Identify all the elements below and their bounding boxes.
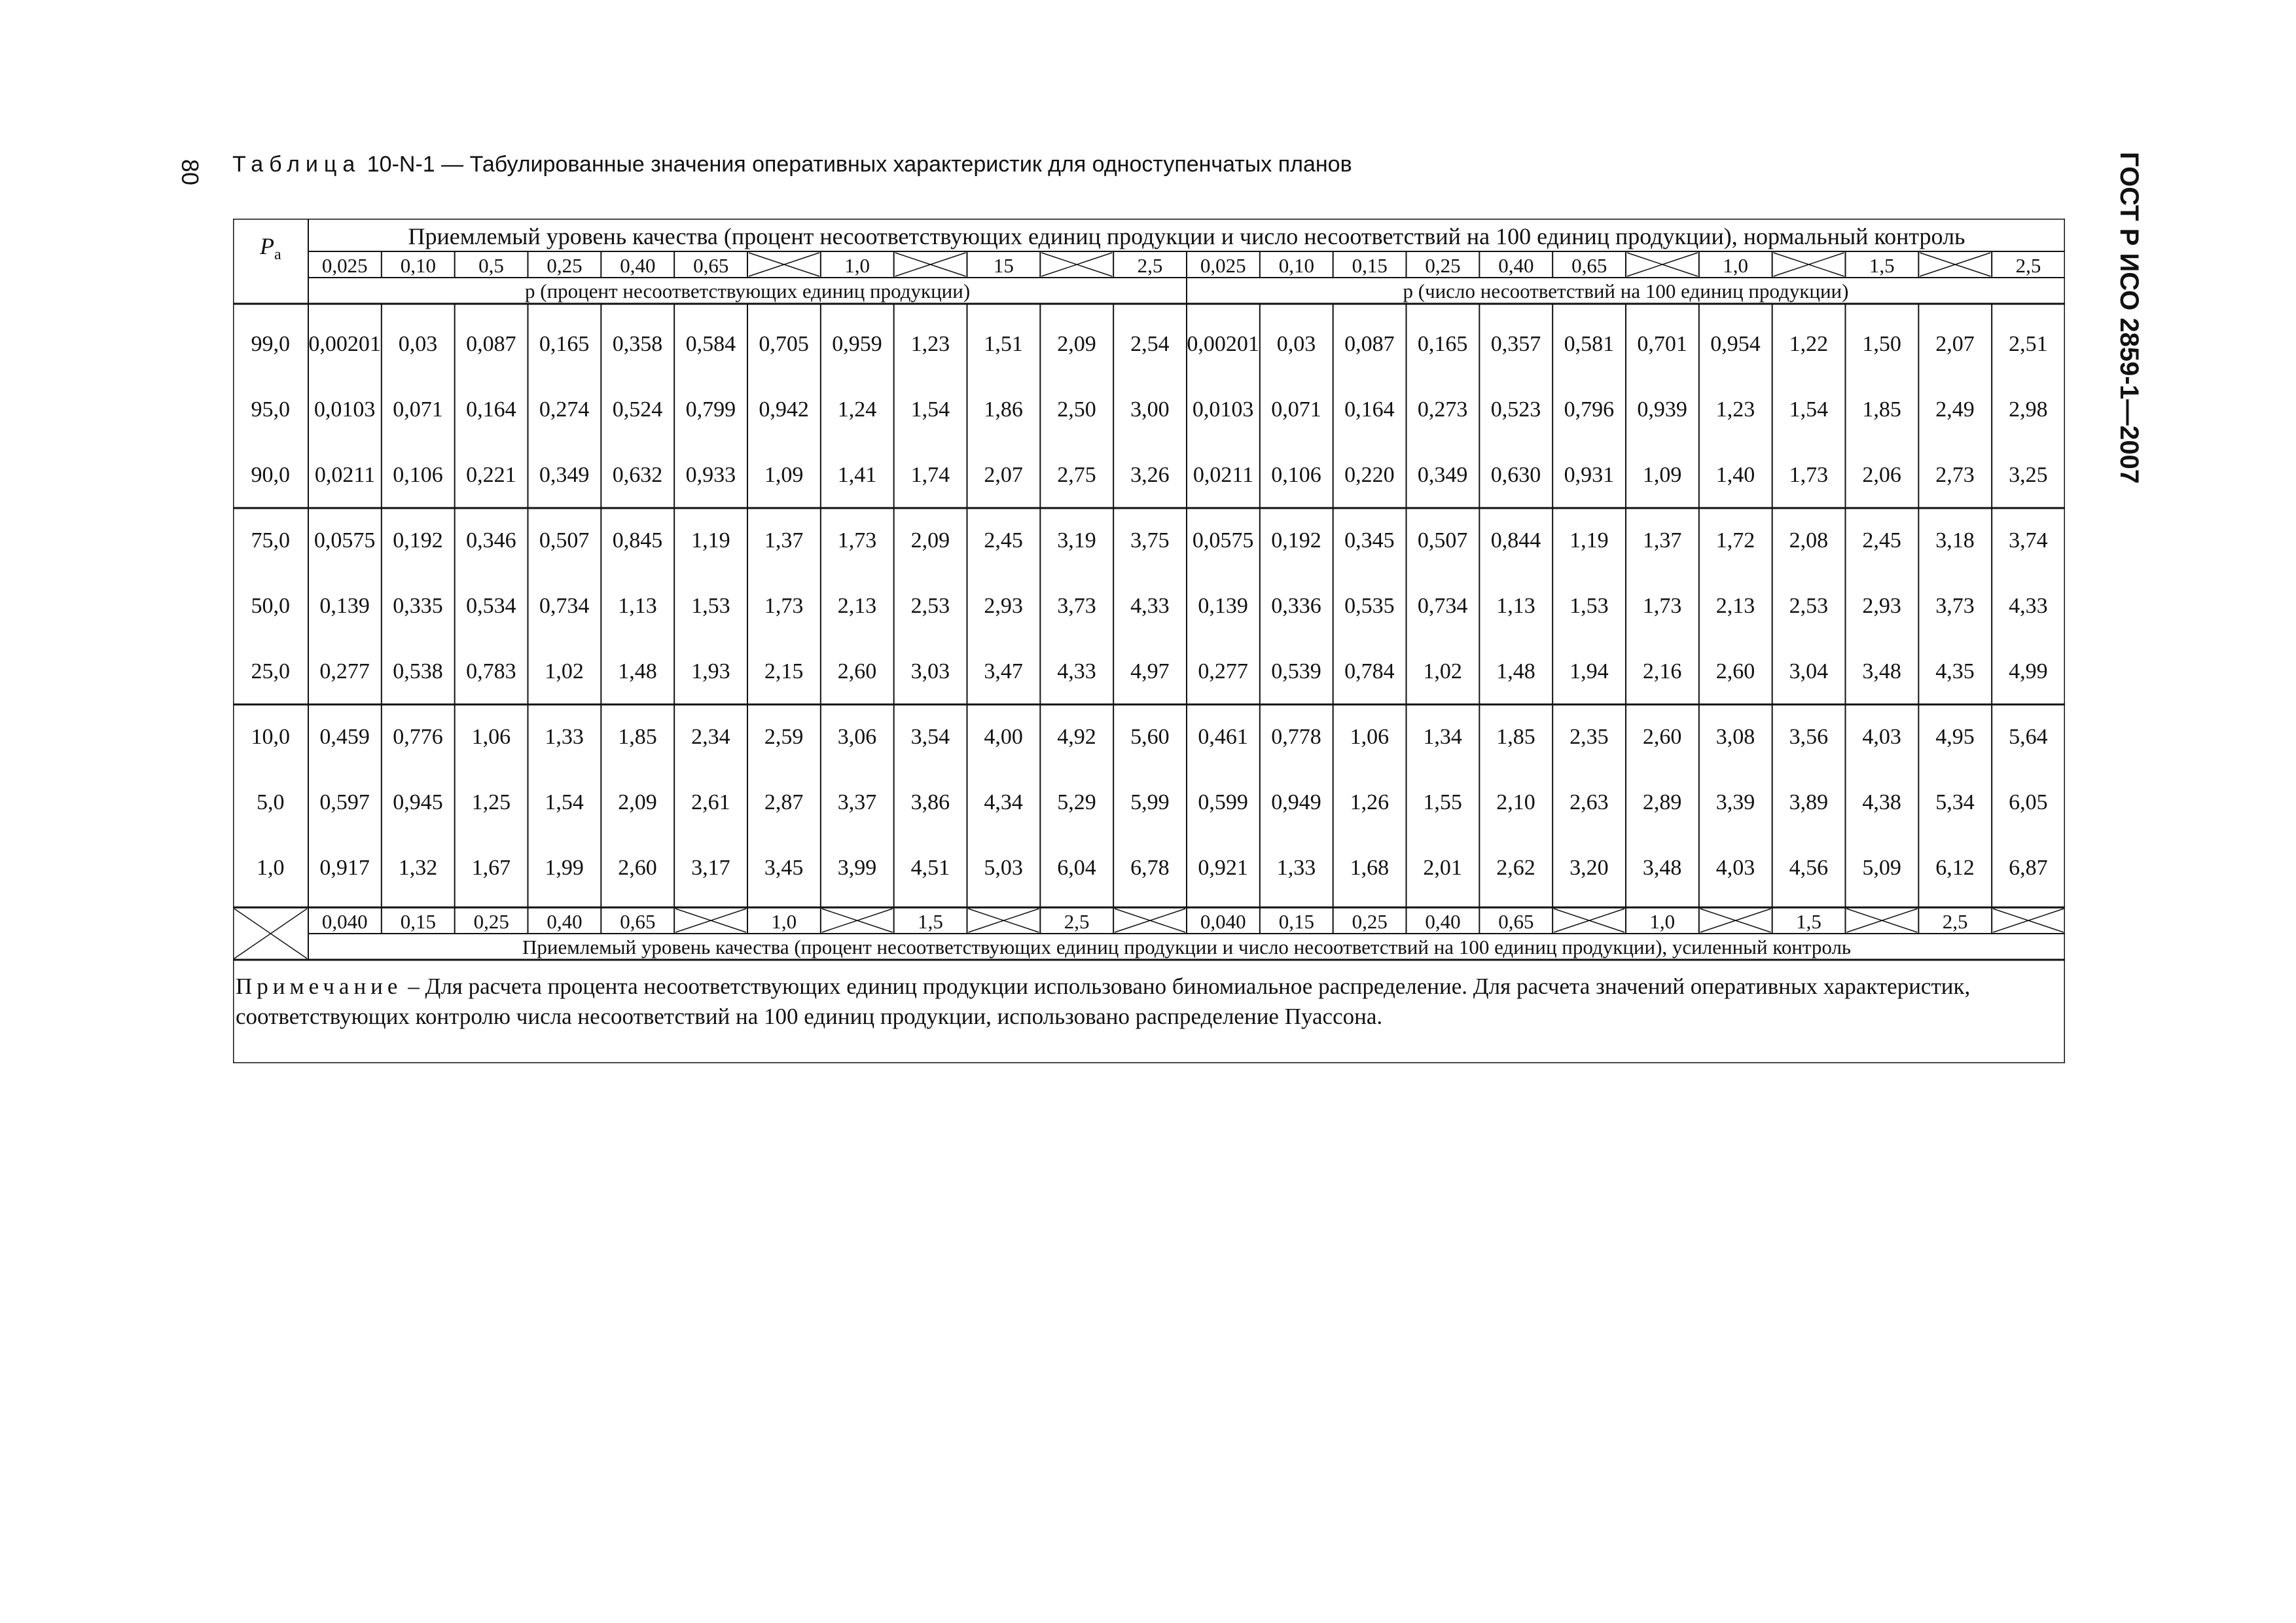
table-cell: 0,087 — [466, 332, 516, 356]
pa-value: 95,0 — [251, 397, 290, 422]
table-cell: 0,845 — [612, 528, 663, 553]
note-text: – Для расчета процента несоответствующих единиц продукции использовано биномиальное распределение. Для расчета значений оперативных характеристик, соответствующих контролю числа несоответствий на 100 единиц продукции, использовано распределение Пуассона. — [236, 974, 1971, 1029]
table-cell: 0,346 — [466, 528, 516, 553]
table-cell: 0,799 — [685, 397, 736, 422]
pa-value: 90,0 — [251, 463, 290, 487]
pa-value: 5,0 — [257, 790, 285, 814]
table-cell: 1,48 — [1496, 659, 1535, 684]
table-cell: 0,535 — [1344, 594, 1395, 618]
header-normal-control: Приемлемый уровень качества (процент несоответствующих единиц продукции и число несоответствий на 100 единиц продукции), нормальный контроль — [408, 223, 1965, 249]
table-cell: 0,165 — [539, 332, 590, 356]
table-cell: 5,03 — [984, 856, 1023, 880]
table-cell: 1,22 — [1789, 332, 1829, 356]
table-cell: 0,784 — [1344, 659, 1395, 684]
table-cell: 0,507 — [1417, 528, 1468, 553]
table-cell: 2,49 — [1935, 397, 1975, 422]
table-cell: 0,959 — [832, 332, 882, 356]
table-cell: 0,139 — [1198, 594, 1248, 618]
table-cell: 3,73 — [1935, 594, 1975, 618]
table-cell: 1,94 — [1570, 659, 1609, 684]
table-cell: 1,19 — [1570, 528, 1609, 553]
table-cell: 0,071 — [393, 397, 443, 422]
table-cell: 3,56 — [1789, 725, 1829, 749]
table-cell: 0,942 — [759, 397, 809, 422]
table-cell: 1,33 — [1276, 856, 1316, 880]
table-cell: 1,06 — [1350, 725, 1390, 749]
table-cell: 1,40 — [1715, 463, 1755, 487]
table-cell: 2,13 — [1715, 594, 1755, 618]
table-cell: 4,34 — [984, 790, 1023, 814]
table-cell: 4,33 — [1130, 594, 1170, 618]
table-cell: 0,917 — [319, 856, 370, 880]
table-caption — [232, 152, 1352, 177]
table-cell: 3,17 — [691, 856, 730, 880]
pa-value: 25,0 — [251, 659, 290, 684]
table-cell: 0,933 — [685, 463, 736, 487]
table-cell: 3,48 — [1862, 659, 1901, 684]
table-cell: 2,60 — [618, 856, 657, 880]
table-cell: 0,349 — [1417, 463, 1468, 487]
table-cell: 3,25 — [2009, 463, 2048, 487]
caption-title: 10-N-1 — Табулированные значения оперативных характеристик для одноступенчатых планов — [361, 152, 1352, 177]
table-cell: 0,630 — [1490, 463, 1541, 487]
table-cell: 1,68 — [1350, 856, 1390, 880]
table-cell: 2,34 — [691, 725, 730, 749]
table-cell: 2,61 — [691, 790, 730, 814]
table-cell: 2,51 — [2009, 332, 2048, 356]
table-cell: 3,06 — [837, 725, 877, 749]
table-cell: 4,38 — [1862, 790, 1901, 814]
aql-tightened-cell: 1,5 — [918, 909, 943, 933]
table-cell: 3,18 — [1935, 528, 1975, 553]
aql-normal-cell: 0,65 — [1571, 253, 1607, 277]
pa-value: 75,0 — [251, 528, 290, 553]
table-cell: 6,05 — [2009, 790, 2048, 814]
table-cell: 1,54 — [1789, 397, 1829, 422]
table-cell: 4,03 — [1862, 725, 1901, 749]
aql-tightened-cell: 1,0 — [1649, 909, 1676, 933]
table-cell: 5,60 — [1130, 725, 1170, 749]
table-cell: 3,48 — [1642, 856, 1682, 880]
page-number: 80 — [177, 158, 204, 186]
table-cell: 0,524 — [612, 397, 663, 422]
table-cell: 3,54 — [910, 725, 950, 749]
table-cell: 1,72 — [1715, 528, 1755, 553]
table-cell: 0,783 — [466, 659, 516, 684]
table-cell: 2,75 — [1057, 463, 1096, 487]
note-label: Примечание — [236, 974, 403, 999]
table-cell: 0,581 — [1564, 332, 1615, 356]
aql-normal-cell: 0,5 — [478, 253, 504, 277]
table-cell: 1,13 — [618, 594, 657, 618]
table-cell: 0,336 — [1271, 594, 1321, 618]
aql-tightened-cell: 0,25 — [1352, 909, 1388, 933]
table-cell: 4,95 — [1935, 725, 1975, 749]
table-cell: 1,23 — [910, 332, 950, 356]
table-cell: 2,50 — [1057, 397, 1096, 422]
table-cell: 2,87 — [764, 790, 804, 814]
table-cell: 0,945 — [393, 790, 443, 814]
aql-normal-cell: 1,0 — [1723, 253, 1748, 277]
pa-value: 50,0 — [251, 594, 290, 618]
table-cell: 2,09 — [1057, 332, 1096, 356]
table-cell: 0,778 — [1271, 725, 1321, 749]
table-cell: 1,02 — [1423, 659, 1462, 684]
table-cell: 3,45 — [764, 856, 804, 880]
table-cell: 0,931 — [1564, 463, 1615, 487]
table-cell: 2,16 — [1642, 659, 1682, 684]
table-cell: 1,37 — [764, 528, 804, 553]
table-cell: 1,53 — [691, 594, 730, 618]
table-cell: 0,03 — [398, 332, 438, 356]
table-cell: 0,599 — [1198, 790, 1248, 814]
table-cell: 1,09 — [764, 463, 804, 487]
table-cell: 1,73 — [1642, 594, 1682, 618]
table-cell: 4,97 — [1130, 659, 1170, 684]
table-cell: 1,85 — [1496, 725, 1535, 749]
aql-tightened-cell: 1,0 — [771, 909, 797, 933]
table-cell: 0,220 — [1344, 463, 1395, 487]
aql-normal-cell: 0,40 — [620, 253, 656, 277]
table-cell: 0,192 — [393, 528, 443, 553]
table-cell: 2,09 — [910, 528, 950, 553]
table-cell: 2,15 — [764, 659, 804, 684]
table-cell: 0,734 — [1417, 594, 1468, 618]
pa-value: 10,0 — [251, 725, 290, 749]
table-cell: 2,07 — [1935, 332, 1975, 356]
table-cell: 2,60 — [837, 659, 877, 684]
table-cell: 2,53 — [1789, 594, 1829, 618]
table-cell: 3,19 — [1057, 528, 1096, 553]
table-cell: 4,00 — [984, 725, 1023, 749]
table-cell: 6,87 — [2009, 856, 2048, 880]
table-cell: 2,60 — [1642, 725, 1682, 749]
aql-tightened-cell: 1,5 — [1796, 909, 1821, 933]
table-cell: 1,19 — [691, 528, 730, 553]
table-cell: 1,55 — [1423, 790, 1462, 814]
table-cell: 0,358 — [612, 332, 663, 356]
table-cell: 0,954 — [1710, 332, 1761, 356]
aql-tightened-cell: 0,040 — [1200, 909, 1246, 933]
pa-symbol: P — [260, 232, 274, 259]
table-cell: 0,192 — [1271, 528, 1321, 553]
table-cell: 1,50 — [1862, 332, 1901, 356]
aql-tightened-cell: 0,15 — [1278, 909, 1314, 933]
table-cell: 0,277 — [319, 659, 370, 684]
table-cell: 0,796 — [1564, 397, 1615, 422]
table-cell: 1,73 — [764, 594, 804, 618]
table-cell: 5,29 — [1057, 790, 1096, 814]
aql-normal-cell: 0,15 — [1352, 253, 1388, 277]
table-cell: 1,33 — [545, 725, 584, 749]
table-cell: 2,62 — [1496, 856, 1535, 880]
table-cell: 0,538 — [393, 659, 443, 684]
table-cell: 1,73 — [1789, 463, 1829, 487]
table-cell: 0,534 — [466, 594, 516, 618]
table-cell: 0,164 — [466, 397, 516, 422]
table-cell: 1,24 — [837, 397, 877, 422]
table-cell: 0,584 — [685, 332, 736, 356]
table-cell: 0,221 — [466, 463, 516, 487]
table-cell: 0,106 — [393, 463, 443, 487]
table-cell: 0,0103 — [1192, 397, 1254, 422]
table-cell: 2,09 — [618, 790, 657, 814]
aql-normal-cell: 0,025 — [1200, 253, 1246, 277]
table-cell: 0,00201 — [308, 332, 381, 356]
pa-subscript: a — [274, 246, 281, 263]
aql-tightened-cell: 2,5 — [1064, 909, 1090, 933]
table-cell: 0,539 — [1271, 659, 1321, 684]
aql-normal-cell: 0,10 — [400, 253, 436, 277]
table-cell: 5,64 — [2009, 725, 2048, 749]
table-cell: 1,26 — [1350, 790, 1390, 814]
table-cell: 1,73 — [837, 528, 877, 553]
table-cell: 1,09 — [1642, 463, 1682, 487]
table-cell: 5,99 — [1130, 790, 1170, 814]
standard-number: ГОСТ Р ИСО 2859-1—2007 — [2115, 152, 2144, 484]
table-cell: 0,106 — [1271, 463, 1321, 487]
table-cell: 1,67 — [471, 856, 511, 880]
table-cell: 0,357 — [1490, 332, 1541, 356]
table-cell: 0,349 — [539, 463, 590, 487]
table-cell: 2,01 — [1423, 856, 1462, 880]
aql-tightened-cell: 0,40 — [547, 909, 583, 933]
table-cell: 3,75 — [1130, 528, 1170, 553]
aql-tightened-cell: 0,25 — [473, 909, 509, 933]
aql-tightened-cell: 0,40 — [1425, 909, 1461, 933]
table-cell: 0,0575 — [314, 528, 376, 553]
table-cell: 6,78 — [1130, 856, 1170, 880]
table-cell: 4,51 — [910, 856, 950, 880]
table-cell: 2,89 — [1642, 790, 1682, 814]
table-cell: 2,59 — [764, 725, 804, 749]
table-cell: 0,0103 — [314, 397, 376, 422]
aql-tightened-cell: 0,65 — [1498, 909, 1534, 933]
table-cell: 3,99 — [837, 856, 877, 880]
table-cell: 5,09 — [1862, 856, 1901, 880]
table-cell: 1,99 — [545, 856, 584, 880]
table-cell: 0,165 — [1417, 332, 1468, 356]
table-cell: 0,597 — [319, 790, 370, 814]
table-cell: 0,705 — [759, 332, 809, 356]
table-cell: 0,03 — [1276, 332, 1316, 356]
table-cell: 3,89 — [1789, 790, 1829, 814]
table-cell: 2,13 — [837, 594, 877, 618]
table-cell: 3,08 — [1715, 725, 1755, 749]
table-cell: 2,93 — [1862, 594, 1901, 618]
table-cell: 1,85 — [618, 725, 657, 749]
table-cell: 1,37 — [1642, 528, 1682, 553]
table-cell: 4,33 — [2009, 594, 2048, 618]
table-cell: 2,07 — [984, 463, 1023, 487]
table-cell: 1,13 — [1496, 594, 1535, 618]
table-cell: 3,39 — [1715, 790, 1755, 814]
table-cell: 3,47 — [984, 659, 1023, 684]
table-cell: 3,00 — [1130, 397, 1170, 422]
table-cell: 1,32 — [398, 856, 438, 880]
table-cell: 4,92 — [1057, 725, 1096, 749]
table-cell: 1,25 — [471, 790, 511, 814]
aql-normal-cell: 0,25 — [547, 253, 583, 277]
table-cell: 1,41 — [837, 463, 877, 487]
table-cell: 0,734 — [539, 594, 590, 618]
table-cell: 0,273 — [1417, 397, 1468, 422]
table-cell: 1,85 — [1862, 397, 1901, 422]
table-cell: 2,45 — [984, 528, 1023, 553]
table-cell: 0,277 — [1198, 659, 1248, 684]
table-cell: 1,54 — [545, 790, 584, 814]
table-cell: 3,86 — [910, 790, 950, 814]
table-cell: 0,701 — [1637, 332, 1687, 356]
pa-value: 99,0 — [251, 332, 290, 356]
table-cell: 3,26 — [1130, 463, 1170, 487]
table-cell: 0,523 — [1490, 397, 1541, 422]
table-cell: 2,93 — [984, 594, 1023, 618]
table-cell: 0,776 — [393, 725, 443, 749]
table-cell: 6,12 — [1935, 856, 1975, 880]
table-cell: 4,99 — [2009, 659, 2048, 684]
table-cell: 2,35 — [1570, 725, 1609, 749]
aql-normal-cell: 0,10 — [1278, 253, 1314, 277]
pa-value: 1,0 — [257, 856, 285, 880]
oc-table — [233, 219, 2065, 1063]
table-cell: 2,06 — [1862, 463, 1901, 487]
table-cell: 5,34 — [1935, 790, 1975, 814]
table-cell: 2,45 — [1862, 528, 1901, 553]
table-cell: 0,071 — [1271, 397, 1321, 422]
table-cell: 1,74 — [910, 463, 950, 487]
aql-normal-cell: 1,0 — [844, 253, 870, 277]
table-cell: 0,0211 — [314, 463, 376, 487]
table-cell: 3,74 — [2009, 528, 2048, 553]
aql-normal-cell: 2,5 — [2015, 253, 2041, 277]
table-cell: 2,54 — [1130, 332, 1170, 356]
table-cell: 0,632 — [612, 463, 663, 487]
table-cell: 0,139 — [319, 594, 370, 618]
table-cell: 3,03 — [910, 659, 950, 684]
table-cell: 4,35 — [1935, 659, 1975, 684]
caption-label: Таблица — [232, 152, 361, 177]
table-cell: 0,461 — [1198, 725, 1248, 749]
table-cell: 0,921 — [1198, 856, 1248, 880]
aql-normal-cell: 0,025 — [321, 253, 368, 277]
table-cell: 4,56 — [1789, 856, 1829, 880]
aql-tightened-cell: 0,040 — [321, 909, 368, 933]
table-cell: 0,459 — [319, 725, 370, 749]
aql-normal-cell: 0,25 — [1425, 253, 1461, 277]
aql-normal-cell: 2,5 — [1137, 253, 1163, 277]
table-cell: 3,20 — [1570, 856, 1609, 880]
table-cell: 0,949 — [1271, 790, 1321, 814]
table-cell: 1,06 — [471, 725, 511, 749]
table-cell: 0,335 — [393, 594, 443, 618]
table-cell: 1,93 — [691, 659, 730, 684]
aql-normal-cell: 15 — [993, 253, 1014, 277]
table-cell: 2,73 — [1935, 463, 1975, 487]
table-cell: 0,164 — [1344, 397, 1395, 422]
table-cell: 4,33 — [1057, 659, 1096, 684]
pa-header — [260, 234, 281, 263]
table-cell: 2,53 — [910, 594, 950, 618]
table-cell: 1,02 — [545, 659, 584, 684]
table-cell: 0,844 — [1490, 528, 1541, 553]
table-cell: 2,63 — [1570, 790, 1609, 814]
subheader-nonconformities-per-100: p (число несоответствий на 100 единиц продукции) — [1403, 279, 1849, 302]
table-cell: 2,98 — [2009, 397, 2048, 422]
table-cell: 2,10 — [1496, 790, 1535, 814]
table-cell: 3,73 — [1057, 594, 1096, 618]
table-cell: 0,00201 — [1187, 332, 1259, 356]
subheader-percent-nonconforming: p (процент несоответствующих единиц продукции) — [525, 279, 971, 302]
table-cell: 0,939 — [1637, 397, 1687, 422]
table-cell: 1,51 — [984, 332, 1023, 356]
table-cell: 0,0575 — [1192, 528, 1254, 553]
table-cell: 2,60 — [1715, 659, 1755, 684]
aql-normal-cell: 0,40 — [1498, 253, 1534, 277]
table-cell: 1,53 — [1570, 594, 1609, 618]
aql-tightened-cell: 2,5 — [1942, 909, 1968, 933]
aql-tightened-cell: 0,65 — [620, 909, 656, 933]
table-cell: 0,274 — [539, 397, 590, 422]
table-cell: 1,23 — [1715, 397, 1755, 422]
table-cell: 1,54 — [910, 397, 950, 422]
table-cell: 4,03 — [1715, 856, 1755, 880]
header-tightened-control: Приемлемый уровень качества (процент несоответствующих единиц продукции и число несоответствий на 100 единиц продукции), усиленный контроль — [522, 935, 1852, 958]
aql-normal-cell: 0,65 — [693, 253, 729, 277]
table-cell: 2,08 — [1789, 528, 1829, 553]
table-cell: 1,48 — [618, 659, 657, 684]
table-cell: 0,0211 — [1193, 463, 1254, 487]
table-cell: 0,507 — [539, 528, 590, 553]
table-cell: 0,087 — [1344, 332, 1395, 356]
table-cell: 6,04 — [1057, 856, 1096, 880]
table-cell: 1,34 — [1423, 725, 1462, 749]
aql-normal-cell: 1,5 — [1869, 253, 1895, 277]
table-cell: 1,86 — [984, 397, 1023, 422]
aql-tightened-cell: 0,15 — [400, 909, 436, 933]
table-cell: 0,345 — [1344, 528, 1395, 553]
table-cell: 3,04 — [1789, 659, 1829, 684]
table-cell: 3,37 — [837, 790, 877, 814]
table-note — [236, 972, 2055, 1032]
